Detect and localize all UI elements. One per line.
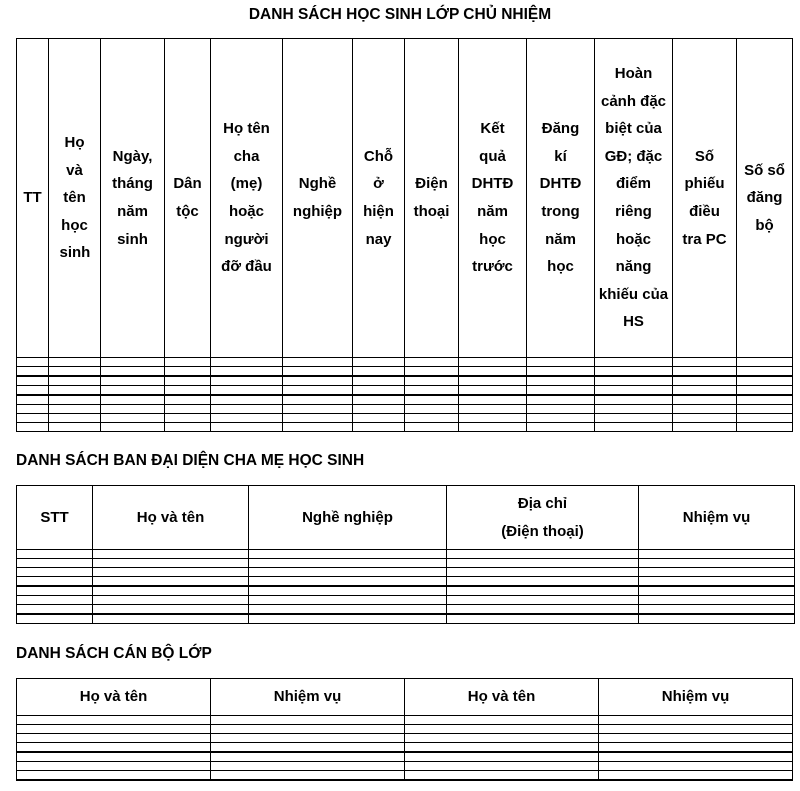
table-row	[17, 550, 795, 559]
table-row	[17, 743, 793, 753]
header-duty: Nhiệm vụ	[639, 486, 795, 550]
header-duty-2: Nhiệm vụ	[599, 679, 793, 716]
header-duty-1: Nhiệm vụ	[211, 679, 405, 716]
table-row	[17, 605, 795, 615]
table-row	[17, 762, 793, 771]
table-row	[17, 752, 793, 762]
table-row	[17, 577, 795, 587]
page-title: DANH SÁCH HỌC SINH LỚP CHỦ NHIỆM	[248, 6, 552, 23]
header-registration: Đăng kí DHTĐ trong năm học	[527, 39, 595, 358]
parents-committee-table	[16, 485, 795, 624]
header-student-name: Họ và tên học sinh	[49, 39, 101, 358]
table-row	[17, 568, 795, 577]
header-occupation: Nghề nghiệp	[283, 39, 353, 358]
header-full-name-1: Họ và tên	[17, 679, 211, 716]
table-row	[17, 414, 793, 423]
header-ethnicity: Dân tộc	[165, 39, 211, 358]
header-parent-name: Họ tên cha (mẹ) hoặc người đỡ đầu	[211, 39, 283, 358]
table-row	[17, 395, 793, 405]
class-officers-table	[16, 678, 793, 781]
header-stt: STT	[17, 486, 93, 550]
table-row	[17, 559, 795, 568]
header-full-name: Họ và tên	[93, 486, 249, 550]
table-row	[17, 725, 793, 734]
header-address: Chỗ ở hiện nay	[353, 39, 405, 358]
header-survey-number: Số phiếu điều tra PC	[673, 39, 737, 358]
table-row	[17, 376, 793, 386]
header-address: Địa chỉ	[517, 494, 568, 512]
header-prev-result: Kết quả DHTĐ năm học trước	[459, 39, 527, 358]
student-list-table	[16, 38, 793, 432]
header-phone: Điện thoại	[405, 39, 459, 358]
header-birthdate: Ngày, tháng năm sinh	[101, 39, 165, 358]
section-title-class-officers: DANH SÁCH CÁN BỘ LỚP	[16, 645, 212, 662]
header-occupation: Nghề nghiệp	[249, 486, 447, 550]
table-row	[17, 358, 793, 367]
header-address-phone	[447, 486, 639, 550]
table-row	[17, 367, 793, 377]
table-row	[17, 586, 795, 596]
header-full-name-2: Họ và tên	[405, 679, 599, 716]
table-row	[17, 771, 793, 781]
table-row	[17, 423, 793, 432]
table-row	[17, 716, 793, 725]
table-row	[17, 734, 793, 743]
table-row	[17, 614, 795, 624]
table-row	[17, 596, 795, 605]
table-row	[17, 386, 793, 396]
header-phone: (Điện thoại)	[501, 522, 584, 540]
section-title-parents: DANH SÁCH BAN ĐẠI DIỆN CHA MẸ HỌC SINH	[16, 452, 365, 469]
header-register-number: Số sổ đăng bộ	[737, 39, 793, 358]
header-tt: TT	[17, 39, 49, 358]
header-special-circumstances: Hoàn cảnh đặc biệt của GĐ; đặc điểm riêng hoặc năng khiếu của HS	[595, 39, 673, 358]
table-row	[17, 405, 793, 414]
